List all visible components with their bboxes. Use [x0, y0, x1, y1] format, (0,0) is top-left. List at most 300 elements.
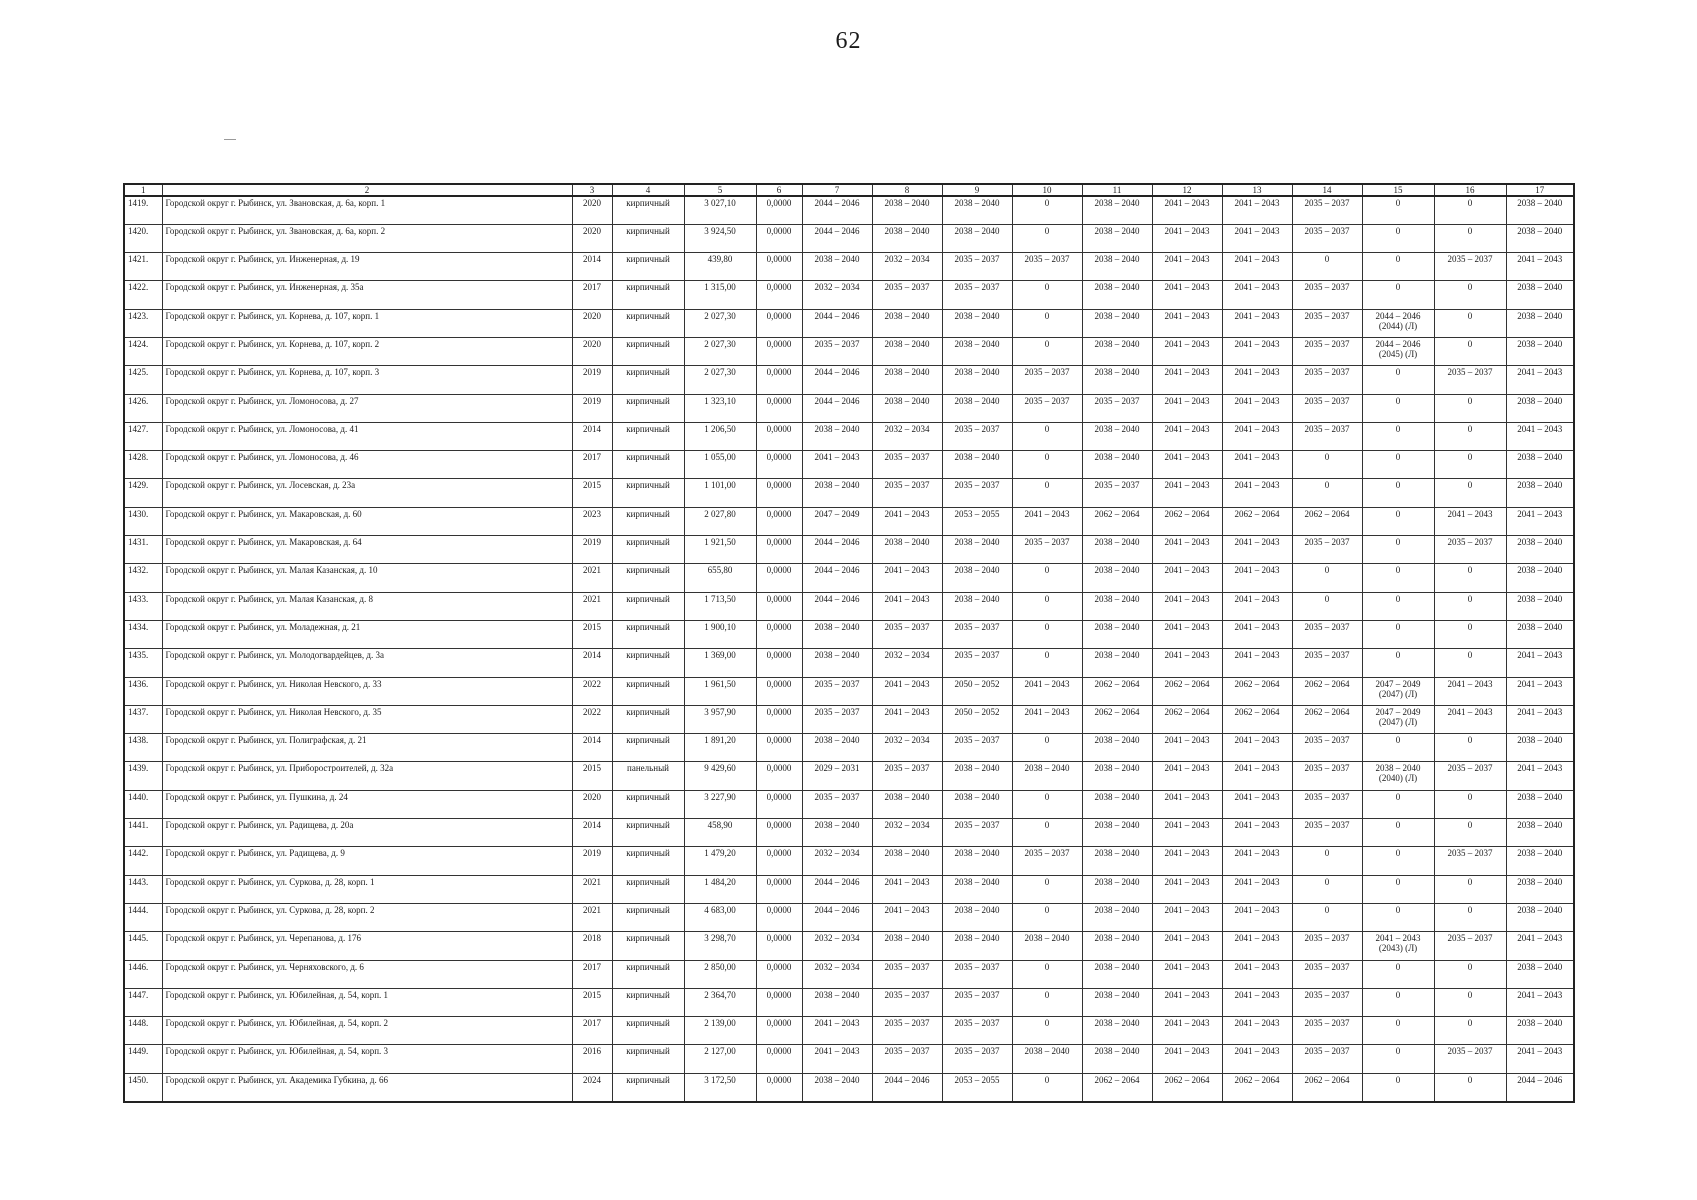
- table-cell: 0,0000: [756, 875, 802, 903]
- table-cell: 2041 – 2043: [1222, 394, 1292, 422]
- table-row: [124, 451, 1574, 479]
- table-cell: 2035 – 2037: [942, 988, 1012, 1016]
- table-cell: 2038 – 2040: [942, 451, 1012, 479]
- table-cell: 2050 – 2052: [942, 705, 1012, 733]
- table-cell: 3 227,90: [684, 790, 756, 818]
- table-cell: 2038 – 2040: [1082, 281, 1152, 309]
- table-cell: 0: [1434, 592, 1506, 620]
- table-cell: 0,0000: [756, 734, 802, 762]
- table-cell: 2019: [572, 394, 612, 422]
- table-cell: 2041 – 2043: [1152, 564, 1222, 592]
- table-cell: 458,90: [684, 819, 756, 847]
- table-cell: 2038 – 2040: [1082, 253, 1152, 281]
- table-cell: Городской округ г. Рыбинск, ул. Полиграфская, д. 21: [162, 734, 572, 762]
- table-cell: 2041 – 2043: [1222, 734, 1292, 762]
- table-cell: кирпичный: [612, 1017, 684, 1045]
- table-cell: 0,0000: [756, 932, 802, 960]
- column-header: 6: [756, 184, 802, 196]
- table-row: [124, 790, 1574, 818]
- table-cell: 2041 – 2043: [1152, 819, 1222, 847]
- table-cell: 2041 – 2043: [1506, 705, 1574, 733]
- table-cell: 0: [1434, 337, 1506, 365]
- table-cell: 2038 – 2040: [872, 932, 942, 960]
- table-cell: 0,0000: [756, 1073, 802, 1101]
- table-row: [124, 309, 1574, 337]
- table-cell: 0: [1434, 988, 1506, 1016]
- table-cell: 1441.: [124, 819, 162, 847]
- table-cell: Городской округ г. Рыбинск, ул. Юбилейная, д. 54, корп. 3: [162, 1045, 572, 1073]
- table-cell: 2041 – 2043: [1506, 507, 1574, 535]
- table-cell: 2041 – 2043: [1152, 790, 1222, 818]
- table-cell: 2062 – 2064: [1292, 705, 1362, 733]
- table-cell: 0: [1362, 875, 1434, 903]
- table-cell: 2062 – 2064: [1082, 677, 1152, 705]
- table-cell: 1421.: [124, 253, 162, 281]
- table-cell: 2062 – 2064: [1222, 507, 1292, 535]
- table-cell: 2062 – 2064: [1082, 705, 1152, 733]
- table-cell: 2015: [572, 762, 612, 790]
- table-cell: 1 900,10: [684, 620, 756, 648]
- table-cell: 2038 – 2040: [1082, 960, 1152, 988]
- table-row: [124, 592, 1574, 620]
- table-cell: 1 323,10: [684, 394, 756, 422]
- table-cell: 2041 – 2043: [1152, 281, 1222, 309]
- table-cell: Городской округ г. Рыбинск, ул. Молодогвардейцев, д. 3а: [162, 649, 572, 677]
- table-cell: Городской округ г. Рыбинск, ул. Николая Невского, д. 35: [162, 705, 572, 733]
- table-cell: 0: [1434, 960, 1506, 988]
- table-cell: 1 315,00: [684, 281, 756, 309]
- table-cell: 2 027,30: [684, 337, 756, 365]
- table-cell: 0: [1362, 451, 1434, 479]
- table-cell: 3 957,90: [684, 705, 756, 733]
- table-cell: 2041 – 2043: [1222, 281, 1292, 309]
- table-cell: 2041 – 2043: [1506, 422, 1574, 450]
- table-row: [124, 705, 1574, 733]
- table-cell: 0: [1292, 479, 1362, 507]
- table-cell: 4 683,00: [684, 903, 756, 931]
- table-cell: 2038 – 2040: [1506, 451, 1574, 479]
- table-cell: Городской округ г. Рыбинск, ул. Малая Казанская, д. 10: [162, 564, 572, 592]
- table-cell: 2035 – 2037: [1012, 366, 1082, 394]
- table-cell: 2038 – 2040: [802, 734, 872, 762]
- capital-repair-schedule-table: [123, 183, 1575, 1103]
- table-cell: 2038 – 2040: [802, 649, 872, 677]
- table-cell: 2035 – 2037: [1292, 988, 1362, 1016]
- table-cell: 2035 – 2037: [1434, 536, 1506, 564]
- table-cell: 2041 – 2043: [1152, 196, 1222, 224]
- table-cell: 2041 – 2043: [1012, 507, 1082, 535]
- table-cell: 1450.: [124, 1073, 162, 1101]
- column-header: 4: [612, 184, 684, 196]
- table-cell: 2041 – 2043: [1152, 224, 1222, 252]
- table-cell: 0: [1434, 309, 1506, 337]
- table-cell: 2019: [572, 847, 612, 875]
- table-cell: 2053 – 2055: [942, 507, 1012, 535]
- table-cell: 2035 – 2037: [942, 649, 1012, 677]
- table-cell: 2035 – 2037: [1434, 932, 1506, 960]
- table-cell: 2038 – 2040: [1082, 1045, 1152, 1073]
- table-cell: 0: [1434, 649, 1506, 677]
- table-cell: 2 139,00: [684, 1017, 756, 1045]
- table-row: [124, 564, 1574, 592]
- table-cell: 2035 – 2037: [942, 253, 1012, 281]
- table-cell: 2041 – 2043: [1222, 337, 1292, 365]
- table-cell: 2041 – 2043: [1152, 649, 1222, 677]
- table-cell: 2038 – 2040: [1506, 960, 1574, 988]
- table-cell: 2035 – 2037: [872, 281, 942, 309]
- table-row: [124, 422, 1574, 450]
- table-cell: 2041 – 2043: [1222, 903, 1292, 931]
- table-cell: 2041 – 2043: [1506, 932, 1574, 960]
- table-cell: кирпичный: [612, 394, 684, 422]
- table-cell: 2041 – 2043: [1222, 819, 1292, 847]
- table-cell: 2038 – 2040: [872, 309, 942, 337]
- table-cell: 1427.: [124, 422, 162, 450]
- table-cell: кирпичный: [612, 1045, 684, 1073]
- table-cell: 0,0000: [756, 1045, 802, 1073]
- table-cell: кирпичный: [612, 309, 684, 337]
- table-cell: 2062 – 2064: [1222, 705, 1292, 733]
- table-cell: 2035 – 2037: [1292, 196, 1362, 224]
- table-body: [124, 196, 1574, 1102]
- table-cell: 0: [1292, 592, 1362, 620]
- table-cell: 2038 – 2040: [872, 196, 942, 224]
- table-cell: 2041 – 2043 (2043) (Л): [1362, 932, 1434, 960]
- table-cell: 2041 – 2043: [1152, 734, 1222, 762]
- table-cell: 2038 – 2040: [1506, 479, 1574, 507]
- table-cell: 3 298,70: [684, 932, 756, 960]
- table-cell: 2041 – 2043: [1152, 960, 1222, 988]
- table-cell: 2041 – 2043: [872, 903, 942, 931]
- table-cell: 2038 – 2040: [802, 422, 872, 450]
- table-cell: Городской округ г. Рыбинск, ул. Суркова, д. 28, корп. 1: [162, 875, 572, 903]
- table-cell: 2062 – 2064: [1152, 705, 1222, 733]
- table-cell: 2041 – 2043: [1222, 592, 1292, 620]
- table-cell: 2019: [572, 366, 612, 394]
- table-cell: 0,0000: [756, 281, 802, 309]
- table-cell: 2015: [572, 620, 612, 648]
- table-cell: 0: [1362, 564, 1434, 592]
- table-cell: 0: [1362, 790, 1434, 818]
- table-cell: 2035 – 2037: [872, 1017, 942, 1045]
- table-cell: 2038 – 2040: [802, 819, 872, 847]
- table-cell: 2032 – 2034: [802, 281, 872, 309]
- table-cell: 2032 – 2034: [802, 960, 872, 988]
- table-cell: 2038 – 2040: [1506, 592, 1574, 620]
- table-cell: 2035 – 2037: [1012, 847, 1082, 875]
- table-row: [124, 932, 1574, 960]
- table-row: [124, 620, 1574, 648]
- table-cell: 0: [1012, 592, 1082, 620]
- table-cell: 1426.: [124, 394, 162, 422]
- table-cell: 2041 – 2043: [802, 1017, 872, 1045]
- table-cell: 2041 – 2043: [1222, 988, 1292, 1016]
- table-cell: 0: [1012, 819, 1082, 847]
- table-cell: 2038 – 2040: [1082, 224, 1152, 252]
- table-cell: 2022: [572, 677, 612, 705]
- table-cell: 2062 – 2064: [1152, 1073, 1222, 1101]
- table-cell: Городской округ г. Рыбинск, ул. Звановская, д. 6а, корп. 1: [162, 196, 572, 224]
- table-cell: 2038 – 2040: [942, 847, 1012, 875]
- table-cell: 2021: [572, 592, 612, 620]
- table-cell: 2038 – 2040: [1082, 932, 1152, 960]
- table-cell: Городской округ г. Рыбинск, ул. Ломоносова, д. 41: [162, 422, 572, 450]
- table-cell: Городской округ г. Рыбинск, ул. Макаровская, д. 64: [162, 536, 572, 564]
- table-cell: Городской округ г. Рыбинск, ул. Корнева, д. 107, корп. 3: [162, 366, 572, 394]
- table-cell: 2035 – 2037: [802, 337, 872, 365]
- table-cell: 2041 – 2043: [1222, 1017, 1292, 1045]
- table-cell: 2044 – 2046: [872, 1073, 942, 1101]
- table-row: [124, 1017, 1574, 1045]
- table-cell: 2038 – 2040: [1506, 734, 1574, 762]
- table-cell: 2038 – 2040: [802, 1073, 872, 1101]
- table-row: [124, 253, 1574, 281]
- table-cell: 1445.: [124, 932, 162, 960]
- table-cell: 2038 – 2040: [942, 224, 1012, 252]
- table-cell: 2038 – 2040: [1082, 988, 1152, 1016]
- table-cell: 1 921,50: [684, 536, 756, 564]
- table-row: [124, 847, 1574, 875]
- table-cell: Городской округ г. Рыбинск, ул. Академика Губкина, д. 66: [162, 1073, 572, 1101]
- table-cell: 0: [1434, 196, 1506, 224]
- table-cell: 2015: [572, 988, 612, 1016]
- table-cell: 0: [1434, 1073, 1506, 1101]
- table-cell: 1439.: [124, 762, 162, 790]
- table-cell: 0,0000: [756, 479, 802, 507]
- table-cell: 2035 – 2037: [872, 960, 942, 988]
- table-cell: 0: [1012, 734, 1082, 762]
- table-cell: 1 713,50: [684, 592, 756, 620]
- table-cell: кирпичный: [612, 451, 684, 479]
- table-cell: Городской округ г. Рыбинск, ул. Пушкина, д. 24: [162, 790, 572, 818]
- table-cell: 2041 – 2043: [1222, 366, 1292, 394]
- table-cell: 2035 – 2037: [1292, 281, 1362, 309]
- table-cell: 2041 – 2043: [1222, 762, 1292, 790]
- table-cell: кирпичный: [612, 422, 684, 450]
- table-cell: кирпичный: [612, 790, 684, 818]
- table-cell: 0,0000: [756, 677, 802, 705]
- table-cell: 2038 – 2040: [942, 903, 1012, 931]
- table-cell: 2044 – 2046: [802, 366, 872, 394]
- table-cell: 2041 – 2043: [1222, 875, 1292, 903]
- table-cell: 1444.: [124, 903, 162, 931]
- column-header: 13: [1222, 184, 1292, 196]
- table-cell: 2041 – 2043: [1222, 253, 1292, 281]
- table-cell: 0,0000: [756, 394, 802, 422]
- table-cell: 2041 – 2043: [1152, 479, 1222, 507]
- table-cell: 0: [1012, 620, 1082, 648]
- table-row: [124, 819, 1574, 847]
- table-cell: 2020: [572, 196, 612, 224]
- table-cell: 2 127,00: [684, 1045, 756, 1073]
- table-cell: 1 479,20: [684, 847, 756, 875]
- table-cell: 2062 – 2064: [1152, 677, 1222, 705]
- table-row: [124, 337, 1574, 365]
- table-cell: 2041 – 2043: [872, 564, 942, 592]
- table-row: [124, 281, 1574, 309]
- table-cell: 0,0000: [756, 819, 802, 847]
- table-cell: 2044 – 2046: [802, 309, 872, 337]
- table-cell: Городской округ г. Рыбинск, ул. Инженерная, д. 35а: [162, 281, 572, 309]
- table-cell: 2044 – 2046: [802, 536, 872, 564]
- table-cell: 2038 – 2040: [1506, 309, 1574, 337]
- table-cell: 2035 – 2037: [942, 734, 1012, 762]
- column-header: 8: [872, 184, 942, 196]
- table-cell: 2035 – 2037: [1434, 762, 1506, 790]
- table-row: [124, 649, 1574, 677]
- table-cell: 2041 – 2043: [1506, 677, 1574, 705]
- column-header: 5: [684, 184, 756, 196]
- table-cell: 0,0000: [756, 988, 802, 1016]
- table-cell: 2041 – 2043: [1222, 620, 1292, 648]
- table-cell: 0: [1292, 564, 1362, 592]
- table-row: [124, 903, 1574, 931]
- table-cell: 0: [1292, 875, 1362, 903]
- table-cell: 0: [1362, 1073, 1434, 1101]
- table-cell: 0: [1434, 451, 1506, 479]
- table-cell: 0: [1362, 507, 1434, 535]
- table-cell: 2038 – 2040: [1082, 592, 1152, 620]
- table-cell: Городской округ г. Рыбинск, ул. Суркова, д. 28, корп. 2: [162, 903, 572, 931]
- table-cell: 2035 – 2037: [1434, 1045, 1506, 1073]
- table-cell: 0: [1292, 451, 1362, 479]
- table-cell: 2038 – 2040: [1082, 422, 1152, 450]
- table-cell: 0: [1362, 394, 1434, 422]
- table-cell: 2038 – 2040: [1082, 649, 1152, 677]
- table-cell: 0,0000: [756, 366, 802, 394]
- table-cell: 1447.: [124, 988, 162, 1016]
- table-cell: 2014: [572, 253, 612, 281]
- table-cell: 2038 – 2040: [1082, 903, 1152, 931]
- table-cell: 2041 – 2043: [1222, 932, 1292, 960]
- table-cell: кирпичный: [612, 366, 684, 394]
- table-cell: 1431.: [124, 536, 162, 564]
- table-cell: 2038 – 2040: [802, 479, 872, 507]
- table-cell: 0: [1362, 649, 1434, 677]
- table-cell: 2035 – 2037: [1012, 253, 1082, 281]
- table-cell: 2041 – 2043: [1506, 1045, 1574, 1073]
- column-header: 12: [1152, 184, 1222, 196]
- table-cell: Городской округ г. Рыбинск, ул. Ломоносова, д. 27: [162, 394, 572, 422]
- table-cell: 2041 – 2043: [1152, 536, 1222, 564]
- table-cell: 2035 – 2037: [1292, 734, 1362, 762]
- table-cell: 1 484,20: [684, 875, 756, 903]
- table-cell: 2038 – 2040: [1082, 451, 1152, 479]
- table-cell: 0: [1012, 875, 1082, 903]
- table-cell: 2020: [572, 337, 612, 365]
- table-cell: 2038 – 2040: [1506, 281, 1574, 309]
- table-cell: кирпичный: [612, 903, 684, 931]
- table-cell: 2041 – 2043: [1506, 366, 1574, 394]
- table-cell: 0: [1362, 988, 1434, 1016]
- table-cell: 0: [1362, 281, 1434, 309]
- table-cell: 2041 – 2043: [1506, 762, 1574, 790]
- table-cell: 2041 – 2043: [1152, 309, 1222, 337]
- table-cell: 2035 – 2037: [1434, 366, 1506, 394]
- table-cell: 2035 – 2037: [1434, 253, 1506, 281]
- table-cell: 2035 – 2037: [1292, 1017, 1362, 1045]
- table-cell: 1446.: [124, 960, 162, 988]
- table-cell: 2038 – 2040: [1506, 875, 1574, 903]
- table-cell: 2035 – 2037: [1292, 960, 1362, 988]
- table-cell: Городской округ г. Рыбинск, ул. Макаровская, д. 60: [162, 507, 572, 535]
- table-cell: кирпичный: [612, 677, 684, 705]
- table-cell: 2035 – 2037: [1082, 394, 1152, 422]
- table-cell: 2038 – 2040: [1506, 790, 1574, 818]
- table-cell: 2038 – 2040: [1012, 932, 1082, 960]
- table-cell: 0: [1362, 847, 1434, 875]
- table-cell: 1437.: [124, 705, 162, 733]
- table-cell: кирпичный: [612, 281, 684, 309]
- table-cell: Городской округ г. Рыбинск, ул. Черепанова, д. 176: [162, 932, 572, 960]
- table-cell: 0,0000: [756, 309, 802, 337]
- table-cell: 0,0000: [756, 507, 802, 535]
- table-cell: 3 172,50: [684, 1073, 756, 1101]
- table-cell: 2024: [572, 1073, 612, 1101]
- table-cell: 2038 – 2040: [942, 564, 1012, 592]
- header-row: [124, 184, 1574, 196]
- table-cell: 0: [1012, 649, 1082, 677]
- table-cell: 3 027,10: [684, 196, 756, 224]
- table-row: [124, 875, 1574, 903]
- table-cell: 2022: [572, 705, 612, 733]
- table-cell: 2038 – 2040: [1082, 620, 1152, 648]
- table-cell: 2020: [572, 224, 612, 252]
- table-cell: Городской округ г. Рыбинск, ул. Приборостроителей, д. 32а: [162, 762, 572, 790]
- table-cell: кирпичный: [612, 253, 684, 281]
- table-cell: 2038 – 2040: [872, 337, 942, 365]
- table-cell: 0: [1012, 903, 1082, 931]
- table-cell: 0,0000: [756, 790, 802, 818]
- table-cell: 2041 – 2043: [1222, 196, 1292, 224]
- table-cell: кирпичный: [612, 620, 684, 648]
- table-cell: Городской округ г. Рыбинск, ул. Инженерная, д. 19: [162, 253, 572, 281]
- table-cell: 2041 – 2043: [1152, 1017, 1222, 1045]
- table-cell: 2 850,00: [684, 960, 756, 988]
- table-cell: 2041 – 2043: [1506, 988, 1574, 1016]
- table-cell: 0: [1362, 536, 1434, 564]
- column-header: 14: [1292, 184, 1362, 196]
- table-cell: Городской округ г. Рыбинск, ул. Корнева, д. 107, корп. 2: [162, 337, 572, 365]
- table-cell: 2018: [572, 932, 612, 960]
- table-cell: 2041 – 2043: [1152, 903, 1222, 931]
- table-cell: 2038 – 2040: [802, 988, 872, 1016]
- table-cell: 0: [1434, 281, 1506, 309]
- table-cell: 1 101,00: [684, 479, 756, 507]
- table-cell: 1434.: [124, 620, 162, 648]
- table-cell: 2038 – 2040: [1082, 309, 1152, 337]
- table-cell: 2035 – 2037: [942, 620, 1012, 648]
- table-cell: кирпичный: [612, 819, 684, 847]
- table-cell: 0,0000: [756, 903, 802, 931]
- table-cell: 2041 – 2043: [1152, 988, 1222, 1016]
- table-cell: 0: [1434, 479, 1506, 507]
- table-cell: 0: [1012, 564, 1082, 592]
- table-cell: 2035 – 2037: [1012, 394, 1082, 422]
- table-cell: 2029 – 2031: [802, 762, 872, 790]
- table-cell: 2041 – 2043: [1012, 705, 1082, 733]
- table-cell: 1 055,00: [684, 451, 756, 479]
- table-cell: 2035 – 2037: [1292, 790, 1362, 818]
- table-cell: 2038 – 2040: [872, 847, 942, 875]
- table-cell: 2038 – 2040: [942, 366, 1012, 394]
- table-cell: 2062 – 2064: [1292, 507, 1362, 535]
- table-cell: 2035 – 2037: [802, 677, 872, 705]
- table-row: [124, 479, 1574, 507]
- column-header: 11: [1082, 184, 1152, 196]
- table-cell: 2038 – 2040: [942, 394, 1012, 422]
- table-cell: 0: [1012, 281, 1082, 309]
